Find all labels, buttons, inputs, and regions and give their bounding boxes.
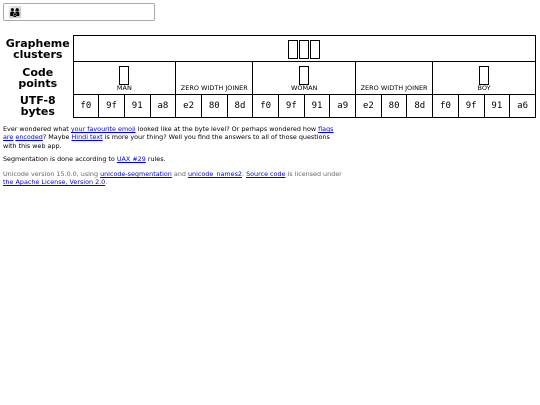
intro-text: is more your thing? Well you find the answers to all of those questions with this web app.: [3, 133, 330, 150]
unicode-names2-link[interactable]: unicode_names2: [187, 170, 242, 178]
utf8-byte-cell: 91: [304, 95, 330, 118]
version-text: .: [105, 178, 108, 187]
utf8-byte-cell: 91: [484, 95, 510, 118]
code-point-cell: [433, 62, 536, 95]
version-text: and: [171, 170, 188, 178]
missing-glyph-icon: [310, 40, 320, 59]
text-input[interactable]: [3, 3, 155, 21]
code-point-name: ZERO WIDTH JOINER: [360, 84, 428, 92]
code-point-glyph: [253, 65, 355, 85]
utf8-bytes-heading: UTF-8 bytes: [19, 94, 56, 118]
utf8-byte-cell: e2: [176, 95, 202, 118]
code-point-name: ZERO WIDTH JOINER: [180, 84, 248, 92]
utf8-byte-cell: a6: [510, 95, 536, 118]
utf8-byte-cell: e2: [356, 95, 382, 118]
missing-glyph-icon: [288, 40, 298, 59]
utf8-byte-cell: f0: [73, 95, 99, 118]
missing-glyph-icon: [119, 66, 129, 85]
code-point-cell: [253, 62, 356, 95]
utf8-byte-row: [3, 95, 536, 118]
source-code-link[interactable]: Source code: [246, 170, 286, 178]
intro-text: ? Maybe: [42, 133, 72, 142]
missing-glyph-icon: [299, 66, 309, 85]
utf8-byte-cell: 8d: [227, 95, 253, 118]
code-point-glyph: [356, 65, 432, 85]
missing-glyph-icon: [479, 66, 489, 85]
grapheme-cluster-row: [3, 36, 536, 62]
code-points-heading: Code points: [18, 66, 58, 90]
code-point-glyph: [74, 65, 176, 85]
grapheme-cluster-cell: [73, 36, 536, 62]
intro-text: looked like at the byte level? Or perhaps wondered how: [135, 125, 319, 133]
version-paragraph: [3, 170, 343, 187]
grapheme-clusters-heading: Grapheme clusters: [5, 36, 70, 61]
utf8-byte-cell: a8: [150, 95, 176, 118]
utf8-byte-cell: f0: [433, 95, 459, 118]
code-point-glyph: [176, 65, 252, 85]
apache-license-link[interactable]: the Apache License, Version 2.0: [3, 178, 106, 187]
are-link[interactable]: are: [3, 133, 14, 142]
utf8-byte-cell: 9f: [99, 95, 125, 118]
uax29-link[interactable]: UAX #29: [116, 155, 146, 163]
version-text: is licensed under: [285, 170, 342, 178]
code-point-cell: [73, 62, 176, 95]
utf8-byte-cell: 9f: [458, 95, 484, 118]
visualization-table: [3, 35, 536, 118]
code-point-name: BOY: [477, 84, 491, 92]
version-text: Unicode version 15.0.0, using: [3, 170, 101, 178]
flags-link[interactable]: flags: [318, 125, 334, 133]
unicode-segmentation-link[interactable]: unicode-segmentation: [100, 170, 172, 178]
code-point-cell: [356, 62, 433, 95]
segmentation-text: rules.: [145, 155, 166, 163]
code-point-cell: [176, 62, 253, 95]
utf8-byte-cell: 80: [201, 95, 227, 118]
utf8-byte-cell: 9f: [279, 95, 305, 118]
favourite-emoji-link[interactable]: your favourite emoji: [70, 125, 136, 133]
utf8-byte-cell: 80: [381, 95, 407, 118]
missing-glyph-icon: [299, 40, 309, 59]
utf8-byte-cell: f0: [253, 95, 279, 118]
version-text: .: [241, 170, 247, 178]
segmentation-text: Segmentation is done according to: [3, 155, 117, 163]
intro-text: Ever wondered what: [3, 125, 71, 133]
encoded-link[interactable]: encoded: [15, 133, 43, 142]
intro-paragraph: [3, 125, 343, 150]
code-point-row: [3, 62, 536, 95]
utf8-byte-cell: 8d: [407, 95, 433, 118]
segmentation-paragraph: [3, 155, 343, 163]
utf8-byte-cell: a9: [330, 95, 356, 118]
code-point-name: WOMAN: [290, 84, 318, 92]
utf8-byte-cell: 91: [124, 95, 150, 118]
hindi-text-link[interactable]: Hindi text: [71, 133, 103, 142]
code-point-glyph: [433, 65, 535, 85]
code-point-name: MAN: [116, 84, 132, 92]
